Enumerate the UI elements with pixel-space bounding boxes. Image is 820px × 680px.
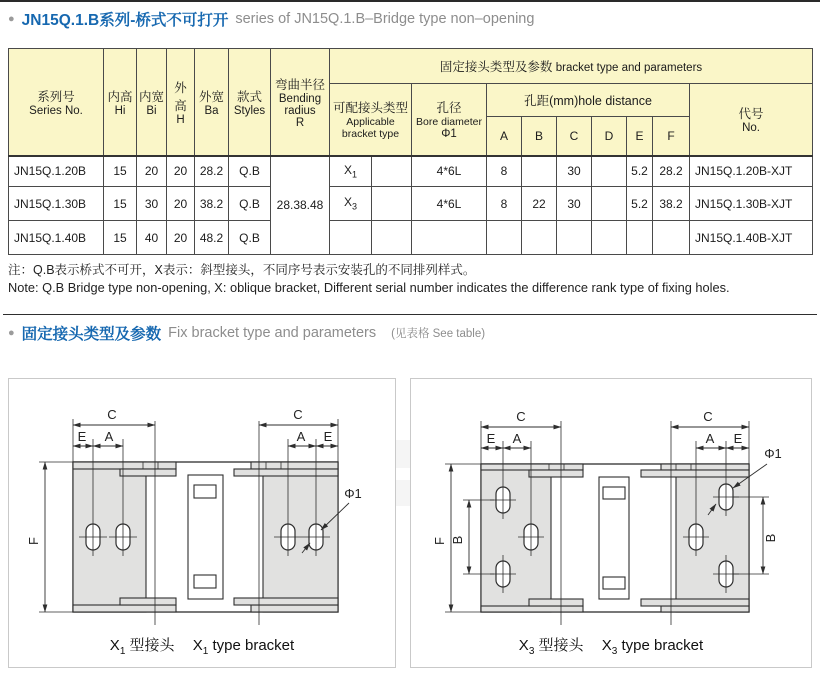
cell-b: 22 [522,187,557,221]
dim-label-c: C [516,409,526,424]
dim-label-a: A [512,431,522,446]
cell-f: 38.2 [653,187,690,221]
dim-label-a: A [296,429,306,444]
cell-h: 20 [167,156,195,187]
dim-label-e: E [733,431,743,446]
col-header-code: 代号 No. [690,84,813,156]
dim-label-a: A [705,431,715,446]
note-en: Note: Q.B Bridge type non-opening, X: oblique bracket, Different serial number indicates the difference rank type of fixing holes. [8,280,730,295]
cell-style: Q.B [229,156,271,187]
cell-bi: 20 [137,156,167,187]
cell-style: Q.B [229,221,271,255]
cell-bore: 4*6L [412,156,487,187]
dim-label-b: B [763,533,778,543]
cell-hi: 15 [104,156,137,187]
cell-code: JN15Q.1.40B-XJT [690,221,813,255]
cell-code: JN15Q.1.30B-XJT [690,187,813,221]
cell-series: JN15Q.1.40B [9,221,104,255]
col-header-hole-distance: 孔距(mm)hole distance [487,84,690,117]
cell-e [627,221,653,255]
section-divider [3,314,817,315]
col-header-e: E [627,117,653,156]
col-header-d: D [592,117,627,156]
cell-bore: 4*6L [412,187,487,221]
spec-table [8,48,813,255]
cell-f [653,221,690,255]
dim-label-b: B [450,535,465,545]
cell-c: 30 [557,156,592,187]
dim-label-f: F [432,537,447,545]
cell-d [592,187,627,221]
bracket-body [481,464,749,612]
cell-series: JN15Q.1.20B [9,156,104,187]
cell-bi: 30 [137,187,167,221]
section2-title [8,322,485,344]
col-header-outer-height: 外高 H [167,49,195,156]
col-header-series: 系列号 Series No. [9,49,104,156]
cell-ba: 28.2 [195,156,229,187]
cell-bore [412,221,487,255]
cell-hi: 15 [104,187,137,221]
cell-bracket-type: $X_1$ [330,156,372,187]
caption-x3: $X_3$ 型接头 $X_3$ type bracket [518,637,704,657]
section2-title-zh: 固定接头类型及参数 [21,326,162,343]
cell-ba: 38.2 [195,187,229,221]
cell-c [557,221,592,255]
dim-label-phi: Φ1 [764,446,782,461]
panel-x1-bracket [8,378,396,668]
cell-h: 20 [167,187,195,221]
cell-c: 30 [557,187,592,221]
page-title [8,8,534,30]
table-row [9,187,813,221]
cell-ba: 48.2 [195,221,229,255]
section2-hint: (见表格 See table) [391,328,486,340]
cell-bracket-type [330,221,372,255]
cell-e: 5.2 [627,187,653,221]
cell-b [522,221,557,255]
drawing-x1-bracket [9,385,395,627]
dim-label-c: C [107,407,117,422]
cell-a: 8 [487,156,522,187]
col-header-outer-width: 外宽 Ba [195,49,229,156]
dim-label-f: F [26,537,41,545]
table-row [9,156,813,187]
col-header-bore-diameter: 孔径 Bore diameter Φ1 [412,84,487,156]
col-header-f: F [653,117,690,156]
dim-label-e: E [486,431,496,446]
cell-f: 28.2 [653,156,690,187]
page-title-zh: JN15Q.1.B系列-桥式不可打开 [21,12,229,29]
col-header-applicable-bracket: 可配接头类型 Applicable bracket type [330,84,412,156]
dim-label-phi: Φ1 [344,486,362,501]
cell-code: JN15Q.1.20B-XJT [690,156,813,187]
cell-d [592,221,627,255]
cell-h: 20 [167,221,195,255]
caption-x1: $X_1$ 型接头 $X_1$ type bracket [109,637,295,657]
cell-bracket-extra [372,221,412,255]
cell-bracket-extra [372,156,412,187]
cell-a: 8 [487,187,522,221]
col-header-b: B [522,117,557,156]
dim-label-c: C [703,409,713,424]
col-header-inner-width: 内宽 Bi [137,49,167,156]
col-header-styles: 款式 Styles [229,49,271,156]
dim-label-a: A [104,429,114,444]
cell-e: 5.2 [627,156,653,187]
dim-label-e: E [323,429,333,444]
cell-b [522,156,557,187]
dim-label-c: C [293,407,303,422]
col-header-inner-height: 内高 Hi [104,49,137,156]
top-rule [0,0,820,2]
note-zh: 注：Q.B表示桥式不可开，X表示：斜型接头，不同序号表示安装孔的不同排列样式。 [8,263,476,277]
page-title-en: series of JN15Q.1.B–Bridge type non–opening [235,11,535,27]
col-header-a: A [487,117,522,156]
cell-a [487,221,522,255]
cell-series: JN15Q.1.30B [9,187,104,221]
drawing-x3-bracket [411,385,811,627]
cell-bending-radius: 28.38.48 [271,156,330,255]
col-header-bracket-group: 固定接头类型及参数 bracket type and parameters [330,49,813,84]
bullet-icon: ● [8,12,15,25]
dim-label-e: E [77,429,87,444]
cell-bracket-extra [372,187,412,221]
section2-title-en: Fix bracket type and parameters [168,325,377,341]
table-row [9,221,813,255]
bullet-icon: ● [8,326,15,339]
cell-d [592,156,627,187]
col-header-c: C [557,117,592,156]
cell-bracket-type: $X_3$ [330,187,372,221]
cell-hi: 15 [104,221,137,255]
panel-x3-bracket [410,378,812,668]
cell-bi: 40 [137,221,167,255]
col-header-bending-radius: 弯曲半径 Bending radius R [271,49,330,156]
cell-style: Q.B [229,187,271,221]
